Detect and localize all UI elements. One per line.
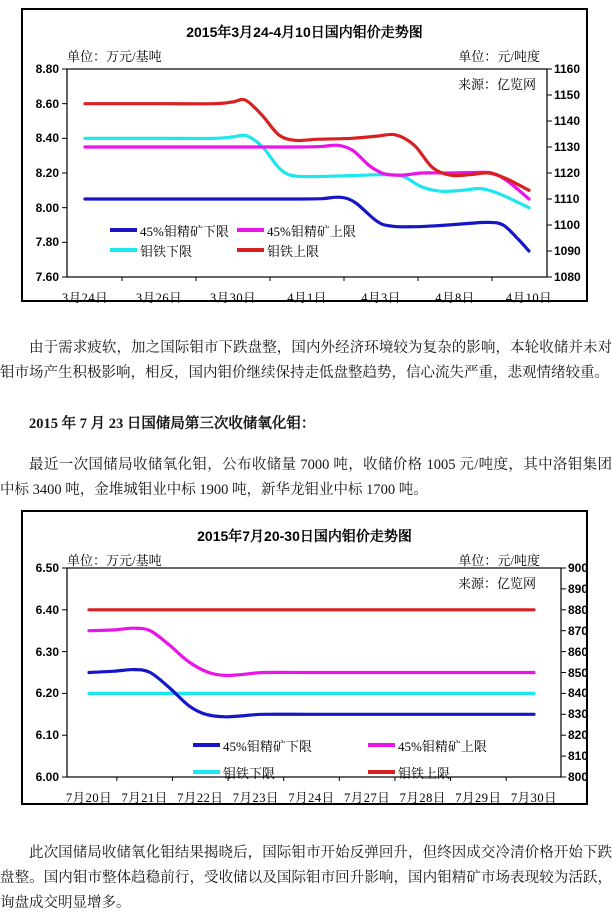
price-trend-chart-july [21, 510, 588, 805]
y-axis-right-label: 1120 [554, 166, 581, 180]
legend-label: 45%钼精矿上限 [267, 223, 356, 239]
y-axis-left-label: 6.10 [35, 728, 59, 743]
y-axis-right-label: 850 [568, 665, 589, 680]
y-axis-right-label: 810 [568, 749, 589, 764]
unit-left-label: 单位：万元/基吨 [67, 49, 162, 64]
y-axis-left-label: 6.30 [35, 644, 59, 659]
x-axis-label: 4月3日 [361, 291, 401, 305]
y-axis-right-label: 1090 [554, 244, 581, 258]
y-axis-left-labels [25, 512, 59, 803]
y-axis-left-label: 6.50 [35, 561, 59, 575]
x-axis-label: 7月28日 [399, 791, 446, 805]
y-axis-right-label: 830 [568, 707, 589, 722]
y-axis-right-label: 1140 [554, 114, 581, 128]
source-label: 来源：亿览网 [457, 77, 536, 92]
legend-label: 钼铁上限 [398, 765, 451, 781]
x-axis-label: 3月26日 [135, 291, 183, 305]
series-curve-0 [85, 197, 529, 251]
y-axis-left-label: 8.80 [35, 62, 59, 76]
x-axis-label: 7月20日 [65, 791, 113, 805]
y-axis-right-label: 840 [568, 686, 589, 701]
legend-label: 45%钼精矿上限 [398, 738, 487, 754]
x-axis-label: 3月30日 [209, 291, 257, 305]
paragraph-market-reaction: 此次国储局收储氧化钼结果揭晓后，国际钼市开始反弹回升，但终因成交冷清价格开始下跌盘整。国内钼市整体趋稳前行，受收储以及国际钼市回升影响，国内钼精矿市场表现较为活跃，询盘成交明显增多。 [0, 845, 612, 911]
y-axis-left-label: 8.20 [35, 166, 59, 180]
y-axis-right-label: 900 [568, 561, 589, 575]
y-axis-left-label: 6.20 [35, 686, 59, 701]
legend-label: 45%钼精矿下限 [140, 223, 229, 239]
y-axis-right-label: 1100 [554, 218, 581, 232]
x-axis-label: 4月8日 [435, 291, 475, 305]
y-axis-left-label: 8.00 [35, 200, 59, 215]
legend-label: 钼铁下限 [223, 765, 276, 781]
plot-area [23, 512, 589, 803]
x-axis-label: 4月10日 [505, 291, 553, 305]
legend-label: 钼铁下限 [140, 243, 193, 259]
y-axis-right-labels [568, 512, 608, 803]
chart-title: 2015年7月20-30日国内钼价走势图 [197, 528, 412, 544]
chart-title: 2015年3月24-4月10日国内钼价走势图 [186, 24, 423, 40]
y-axis-right-label: 1160 [554, 62, 581, 76]
y-axis-right-label: 800 [568, 770, 589, 784]
heading-third-stockpile: 2015 年 7 月 23 日国储局第三次收储氧化钼： [29, 416, 316, 432]
y-axis-right-label: 890 [568, 581, 589, 596]
series-curve-1 [89, 628, 534, 675]
x-axis-label: 7月27日 [343, 791, 391, 805]
y-axis-left-labels [25, 10, 59, 300]
y-axis-right-label: 870 [568, 623, 589, 638]
y-axis-right-label: 1130 [554, 140, 581, 154]
x-axis-label: 4月1日 [287, 291, 327, 305]
legend-label: 45%钼精矿下限 [223, 738, 312, 754]
paragraph-stockpile-details: 最近一次国储局收储氧化钼，公布收储量 7000 吨，收储价格 1005 元/吨度，其中洛钼集团中标 3400 吨，金堆城钼业中标 1900 吨，新华龙钼业中标 1700 吨。 [0, 457, 612, 498]
unit-left-label: 单位：万元/基吨 [67, 553, 162, 568]
x-axis-label: 7月30日 [510, 791, 558, 805]
paragraph-storage-impact: 由于需求疲软，加之国际钼市下跌盘整，国内外经济环境较为复杂的影响，本轮收储并未对钼市场产生积极影响，相反，国内钼价继续保持走低盘整趋势，信心流失严重，悲观情绪较重。 [0, 340, 612, 381]
y-axis-left-label: 8.40 [35, 131, 59, 146]
x-axis-label: 7月21日 [121, 791, 168, 805]
plot-area [23, 10, 586, 300]
y-axis-right-label: 1150 [554, 88, 581, 102]
y-axis-right-label: 880 [568, 602, 589, 617]
x-axis-label: 7月29日 [455, 791, 502, 805]
y-axis-left-label: 6.40 [35, 602, 59, 617]
source-label: 来源：亿览网 [457, 576, 536, 591]
x-axis-label: 7月22日 [177, 791, 224, 805]
y-axis-right-labels [554, 10, 594, 300]
x-axis-label: 7月24日 [288, 791, 335, 805]
y-axis-left-label: 8.60 [35, 96, 59, 111]
x-axis-label: 3月24日 [61, 291, 109, 305]
y-axis-left-label: 6.00 [35, 770, 59, 784]
unit-right-label: 单位：元/吨度 [458, 49, 540, 64]
y-axis-right-label: 860 [568, 644, 589, 659]
y-axis-left-label: 7.80 [35, 235, 59, 250]
unit-right-label: 单位：元/吨度 [458, 553, 540, 568]
x-axis-label: 7月23日 [232, 791, 280, 805]
y-axis-right-label: 1080 [554, 270, 581, 284]
y-axis-right-label: 820 [568, 728, 589, 743]
y-axis-right-label: 1110 [554, 192, 580, 206]
legend-label: 钼铁上限 [267, 243, 320, 259]
price-trend-chart-march-april [21, 8, 588, 305]
y-axis-left-label: 7.60 [35, 270, 59, 284]
